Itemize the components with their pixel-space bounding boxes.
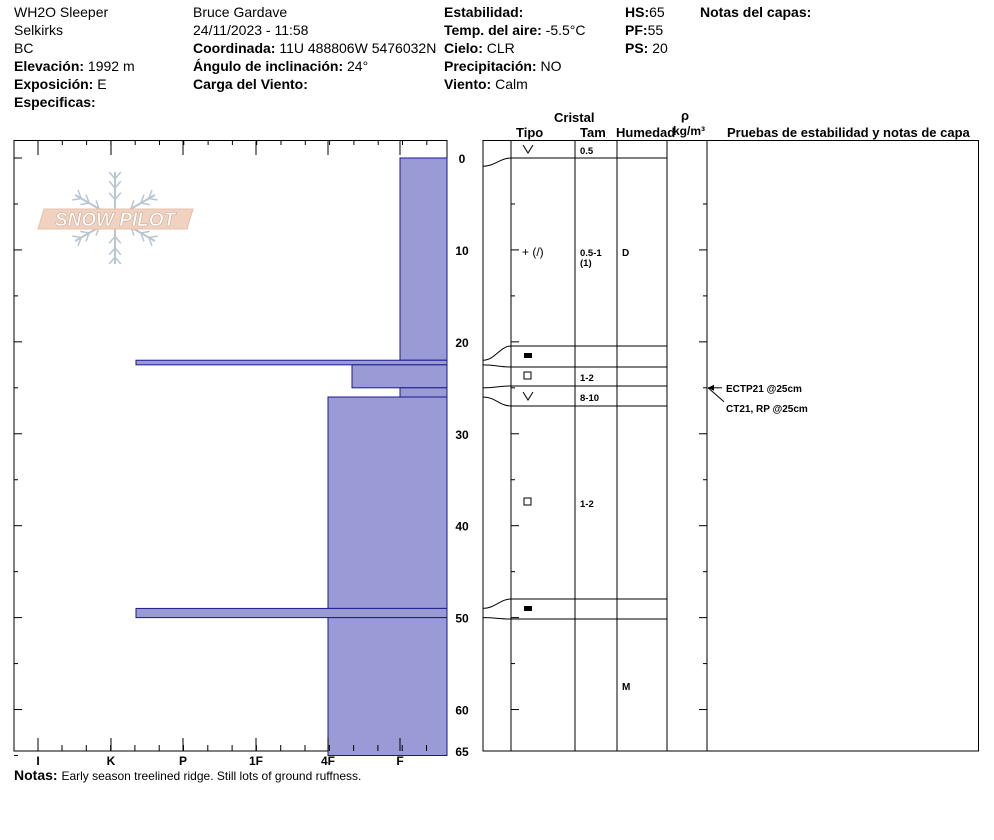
layer-connector: [483, 386, 511, 388]
depth-tick-label: 65: [455, 745, 469, 759]
grain-size-text: 8-10: [580, 393, 600, 404]
state-province: BC: [14, 40, 34, 56]
layer-connector: [483, 599, 511, 608]
depth-tick-label: 0: [458, 152, 466, 166]
layer-connector: [483, 618, 511, 619]
hardness-tick-label: K: [106, 754, 116, 768]
slope-angle-label: Ángulo de inclinación:: [193, 58, 344, 74]
mountain-range: Selkirks: [14, 22, 64, 38]
grain-faceted-icon: [524, 372, 531, 379]
depth-tick-label: 40: [455, 519, 469, 534]
hs-value: 65: [649, 4, 665, 20]
aspect-value: E: [97, 76, 107, 92]
grain-size-text: 0.5-1: [580, 248, 602, 259]
hardness-bar: [136, 608, 447, 617]
snowflake-branch: [80, 203, 89, 205]
layer-connector: [483, 397, 511, 406]
precipitation-label: Precipitación:: [444, 58, 537, 74]
hardness-tick-label: 1F: [248, 754, 264, 768]
wind-label: Viento:: [444, 76, 492, 92]
hardness-bar: [400, 158, 447, 360]
grain-size-sub-text: (1): [580, 258, 592, 269]
logo-text: SNOW PILOT: [54, 210, 176, 231]
slope-angle-value: 24°: [347, 58, 369, 74]
grain-depth-hoar-icon: [523, 392, 533, 400]
snowflake-branch: [72, 198, 81, 200]
stability-test-label: ECTP21 @25cm: [726, 383, 802, 395]
grain-precip-icon: + (/): [522, 245, 544, 259]
grain-size-text: 0.5: [580, 146, 594, 157]
notes-label: Notas:: [14, 767, 58, 783]
grain-size-text: 1-2: [580, 499, 594, 510]
precipitation-value: NO: [540, 58, 562, 74]
aspect-label: Exposición:: [14, 76, 94, 92]
hardness-tick-label: F: [396, 754, 404, 768]
hardness-bar: [136, 360, 447, 365]
ps-value: 20: [652, 40, 668, 56]
crystal-header: Cristal: [554, 110, 595, 125]
snowflake-branch: [149, 198, 158, 200]
observation-datetime: 24/11/2023 - 11:58: [193, 22, 309, 38]
hardness-tick-label: I: [36, 754, 40, 768]
stability-test-label: CT21, RP @25cm: [726, 403, 808, 415]
depth-tick-label: 10: [455, 243, 469, 258]
snowflake-branch: [149, 236, 158, 238]
size-header: Tam: [580, 125, 606, 140]
elevation-value: 1992 m: [87, 58, 135, 74]
hs-label: HS:: [625, 4, 650, 20]
depth-tick-label: 60: [455, 703, 469, 718]
layer-connector: [483, 346, 511, 360]
wind-load-label: Carga del Viento:: [193, 76, 308, 92]
stability-test-line: [708, 388, 724, 402]
pf-label: PF:: [625, 22, 648, 38]
grain-faceted-icon: [524, 498, 531, 505]
density-unit: kg/m³: [673, 124, 706, 138]
layer-notes-label: Notas del capas:: [700, 4, 812, 20]
layer-connector: [483, 365, 511, 367]
hardness-bar: [328, 397, 447, 608]
specifics-label: Especificas:: [14, 94, 96, 110]
moisture-header: Humedad: [616, 125, 676, 140]
snowflake-branch: [141, 203, 150, 205]
snowflake-branch: [72, 236, 81, 238]
type-header: Tipo: [516, 125, 544, 140]
location-name: WH2O Sleeper: [14, 4, 109, 20]
hardness-tick-label: P: [178, 754, 188, 768]
coordinates-label: Coordinada:: [193, 40, 276, 56]
pf-value: 55: [647, 22, 664, 38]
hardness-tick-label: 4F: [320, 754, 336, 768]
hardness-bar: [328, 618, 447, 756]
snowpilot-logo: [38, 172, 193, 264]
moisture-text: D: [622, 248, 630, 259]
layer-table-frame: [483, 141, 979, 752]
grain-size-text: 1-2: [580, 373, 594, 384]
moisture-text: M: [622, 682, 631, 693]
air-temperature-value: -5.5°C: [545, 22, 586, 38]
ps-label: PS:: [625, 40, 649, 56]
coordinates-value: 11U 488806W 5476032N: [279, 40, 437, 56]
wind-value: Calm: [495, 76, 528, 92]
notes-text: Early season treelined ridge. Still lots of ground ruffness.: [61, 769, 362, 783]
air-temperature-label: Temp. del aire:: [444, 22, 542, 38]
observer-name: Bruce Gardave: [193, 4, 288, 20]
snowflake-branch: [80, 231, 89, 233]
hardness-bar: [352, 365, 447, 388]
density-symbol: ρ: [681, 108, 690, 123]
notes: [14, 767, 361, 784]
elevation-label: Elevación:: [14, 58, 85, 74]
stability-label: Estabilidad:: [444, 4, 524, 20]
hardness-bar: [400, 388, 447, 397]
layer-connector: [483, 158, 511, 166]
grain-depth-hoar-icon: [523, 145, 533, 153]
sky-label: Cielo:: [444, 40, 483, 56]
grain-surface-hoar-icon: [524, 606, 532, 611]
sky-value: CLR: [486, 40, 515, 56]
snowflake-branch: [141, 231, 150, 233]
depth-tick-label: 20: [455, 335, 469, 350]
tests-header: Pruebas de estabilidad y notas de capa: [727, 125, 970, 140]
grain-surface-hoar-icon: [524, 353, 532, 358]
depth-tick-label: 50: [455, 611, 469, 626]
depth-tick-label: 30: [455, 427, 469, 442]
